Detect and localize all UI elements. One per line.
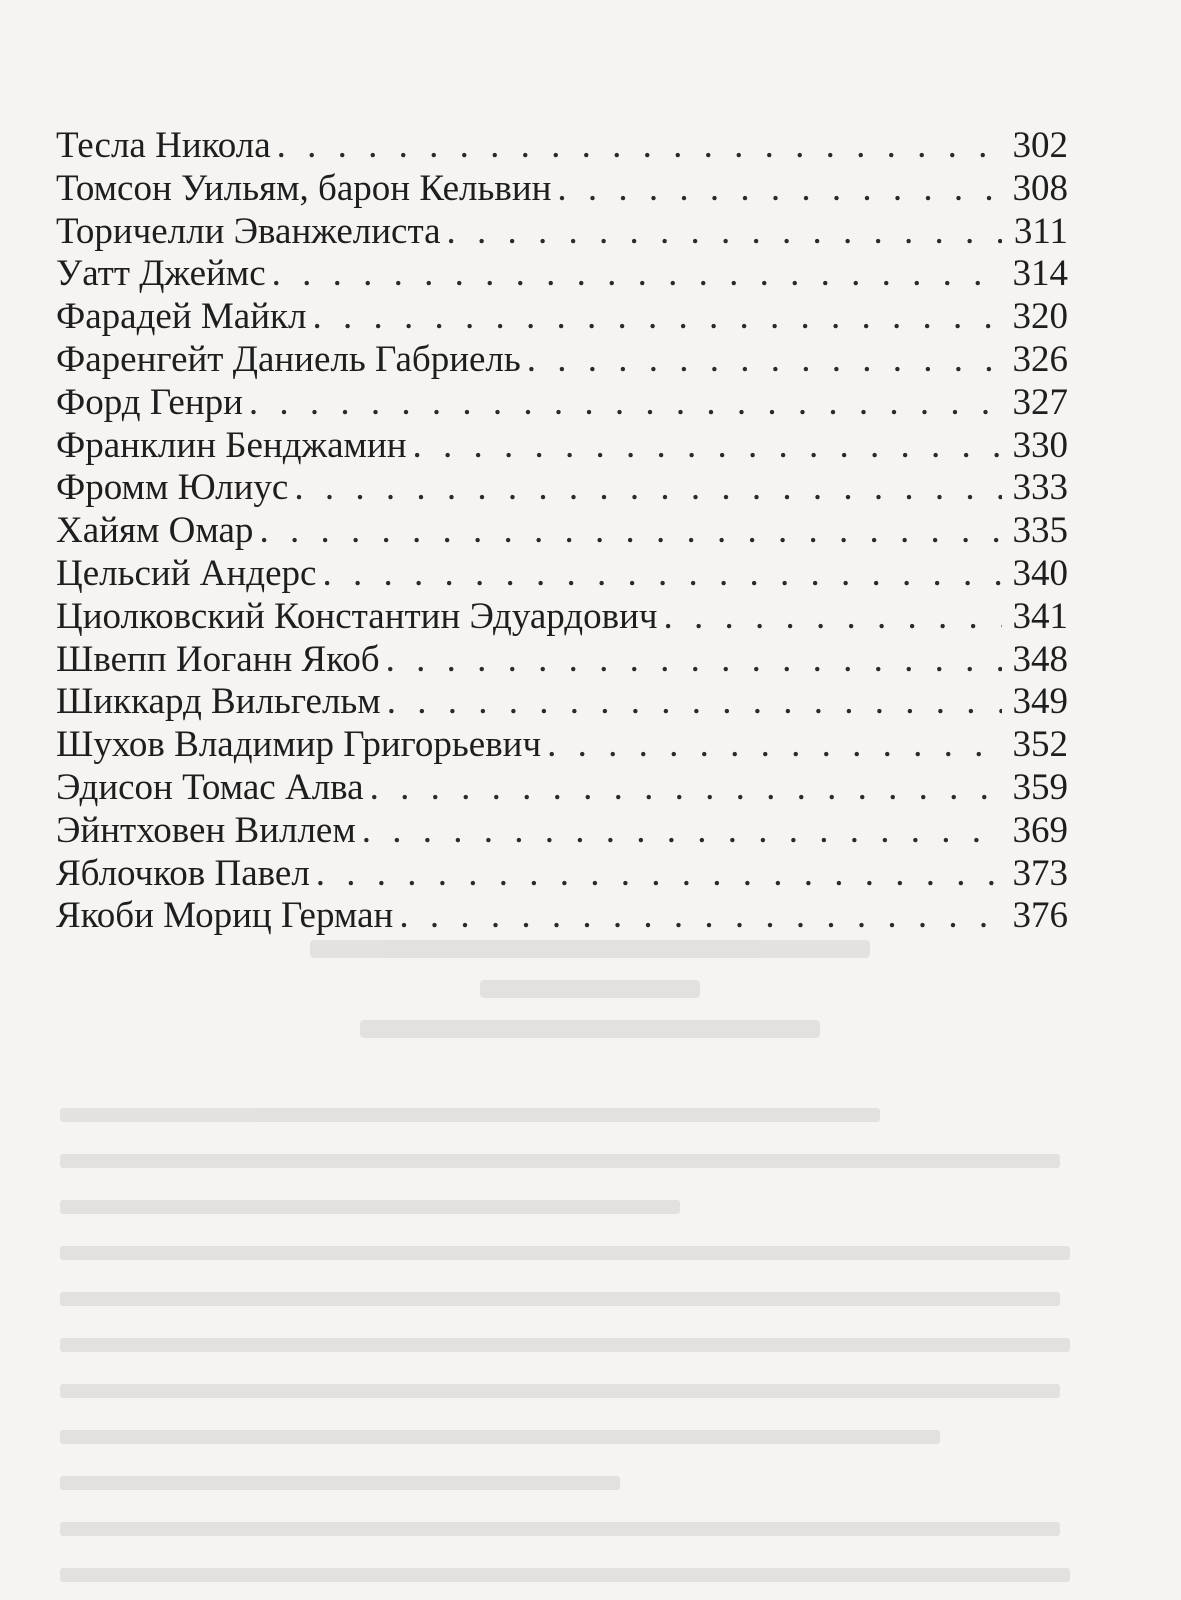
dot-leader — [249, 382, 1002, 425]
toc-entry — [56, 853, 1068, 896]
toc-entry — [56, 510, 1068, 553]
toc-entry — [56, 810, 1068, 853]
toc-entry-name: Эйнтховен Виллем — [56, 809, 356, 851]
toc-entry — [56, 553, 1068, 596]
toc-entry-page: 335 — [1012, 510, 1068, 552]
show-through-line — [60, 1568, 1070, 1582]
dot-leader — [447, 211, 1003, 254]
dot-leader — [527, 339, 1002, 382]
table-of-contents — [56, 125, 1068, 938]
toc-entry-page: 333 — [1012, 467, 1068, 509]
toc-entry-page: 330 — [1012, 424, 1068, 466]
toc-entry-name: Томсон Уильям, барон Кельвин — [56, 167, 552, 209]
toc-entry-name: Фарадей Майкл — [56, 296, 307, 338]
toc-entry-page: 349 — [1012, 681, 1068, 723]
dot-leader — [322, 553, 1002, 596]
show-through-line — [60, 1108, 880, 1122]
show-through-heading — [480, 980, 700, 998]
toc-entry-name: Торичелли Эванжелиста — [56, 210, 441, 252]
toc-entry — [56, 382, 1068, 425]
toc-entry-name: Якоби Мориц Герман — [56, 895, 394, 937]
dot-leader — [316, 853, 1002, 896]
toc-entry-page: 311 — [1013, 210, 1068, 252]
toc-entry-name: Швепп Иоганн Якоб — [56, 638, 380, 680]
show-through-line — [60, 1200, 680, 1214]
toc-entry — [56, 467, 1068, 510]
toc-entry-page: 369 — [1012, 809, 1068, 851]
toc-entry — [56, 125, 1068, 168]
show-through-texture — [60, 940, 1120, 1580]
show-through-line — [60, 1430, 940, 1444]
toc-entry-page: 348 — [1012, 638, 1068, 680]
toc-entry — [56, 724, 1068, 767]
toc-entry-page: 302 — [1012, 125, 1068, 166]
dot-leader — [277, 125, 1002, 168]
toc-entry-name: Тесла Никола — [56, 125, 271, 166]
toc-entry — [56, 681, 1068, 724]
toc-entry — [56, 767, 1068, 810]
toc-entry-page: 326 — [1012, 338, 1068, 380]
dot-leader — [413, 425, 1002, 468]
toc-entry — [56, 339, 1068, 382]
show-through-line — [60, 1246, 1070, 1260]
toc-entry — [56, 253, 1068, 296]
toc-entry-name: Франклин Бенджамин — [56, 424, 407, 466]
toc-entry-name: Форд Генри — [56, 381, 243, 423]
toc-entry — [56, 639, 1068, 682]
show-through-line — [60, 1384, 1060, 1398]
toc-entry — [56, 596, 1068, 639]
dot-leader — [387, 681, 1002, 724]
dot-leader — [294, 467, 1002, 510]
show-through-line — [60, 1338, 1070, 1352]
show-through-heading — [310, 940, 870, 958]
show-through-line — [60, 1292, 1060, 1306]
show-through-line — [60, 1476, 620, 1490]
show-through-line — [60, 1522, 1060, 1536]
dot-leader — [547, 724, 1002, 767]
toc-entry-page: 376 — [1012, 895, 1068, 937]
toc-entry-name: Циолковский Константин Эдуардович — [56, 595, 658, 637]
toc-entry-page: 327 — [1012, 381, 1068, 423]
toc-entry-page: 308 — [1012, 167, 1068, 209]
toc-entry — [56, 168, 1068, 211]
toc-entry — [56, 895, 1068, 938]
toc-entry-name: Фромм Юлиус — [56, 467, 289, 509]
dot-leader — [362, 810, 1002, 853]
dot-leader — [370, 767, 1002, 810]
toc-entry-page: 314 — [1012, 253, 1068, 295]
toc-entry-name: Эдисон Томас Алва — [56, 766, 364, 808]
toc-entry-name: Хайям Омар — [56, 510, 254, 552]
toc-entry-name: Фаренгейт Даниель Габриель — [56, 338, 521, 380]
toc-entry-page: 320 — [1012, 296, 1068, 338]
toc-entry-name: Уатт Джеймс — [56, 253, 266, 295]
show-through-heading — [360, 1020, 820, 1038]
dot-leader — [272, 253, 1002, 296]
toc-entry — [56, 211, 1068, 254]
toc-entry-name: Шухов Владимир Григорьевич — [56, 724, 542, 766]
toc-entry-page: 359 — [1012, 766, 1068, 808]
dot-leader — [664, 596, 1002, 639]
toc-entry-name: Цельсий Андерс — [56, 552, 317, 594]
show-through-line — [60, 1154, 1060, 1168]
toc-entry-page: 373 — [1012, 852, 1068, 894]
toc-entry-name: Шиккард Вильгельм — [56, 681, 381, 723]
dot-leader — [399, 895, 1002, 938]
toc-entry — [56, 425, 1068, 468]
toc-entry-name: Яблочков Павел — [56, 852, 310, 894]
toc-entry — [56, 296, 1068, 339]
toc-entry-page: 341 — [1012, 595, 1068, 637]
dot-leader — [312, 296, 1002, 339]
dot-leader — [386, 639, 1002, 682]
toc-entry-page: 352 — [1012, 724, 1068, 766]
dot-leader — [259, 510, 1002, 553]
toc-entry-page: 340 — [1012, 552, 1068, 594]
dot-leader — [557, 168, 1002, 211]
